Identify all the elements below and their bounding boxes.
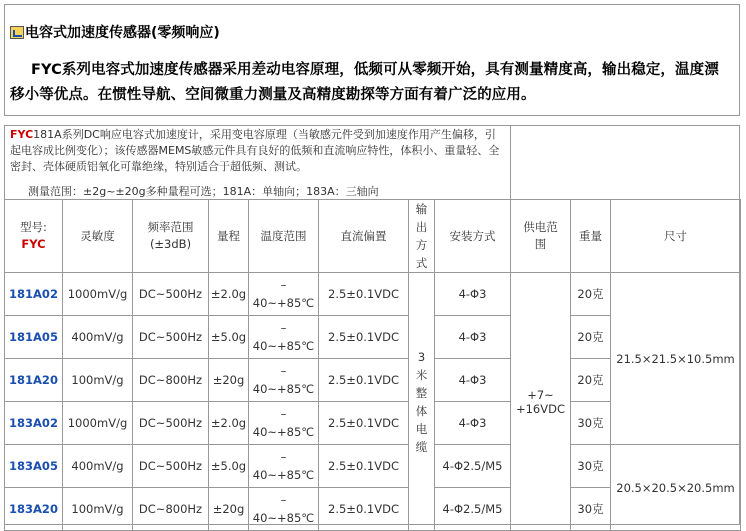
header-supply: 供电范围	[511, 200, 571, 273]
supply-line2: +16VDC	[515, 401, 566, 416]
range-cell: ±2.0g	[209, 273, 249, 316]
model-cell: 183A20	[5, 488, 63, 531]
temp-dash: –	[280, 450, 287, 464]
frequency-cell: DC~500Hz	[133, 273, 209, 316]
range-cell: ±5.0g	[209, 316, 249, 359]
header-output: 输出方式	[409, 200, 435, 273]
frequency-cell: DC~500Hz	[133, 445, 209, 488]
temp-range: 40~+85℃	[252, 382, 315, 396]
weight-cell: 30克	[571, 402, 611, 445]
description-text: 181A系列DC响应电容式加速度计，采用变电容原理（当敏感元件受到加速度作用产生偏移，引起电容成比例变化）；该传感器MEMS敏感元件具有良好的低频和直流响应特性，体积小、重量轻、全密封、壳体硬质铝氧化可靠绝缘，特别适合于超低频、测试。	[10, 128, 500, 173]
header-frequency	[133, 200, 209, 273]
sensitivity-cell: 1000mV/g	[63, 273, 133, 316]
weight-cell: 20克	[571, 359, 611, 402]
header-mounting: 安装方式	[435, 200, 511, 273]
sensitivity-cell: 400mV/g	[63, 445, 133, 488]
range-cell: ±20g	[209, 359, 249, 402]
mounting-cell: 4-Φ3	[435, 359, 511, 402]
page-title	[10, 22, 220, 42]
temp-dash: –	[280, 407, 287, 421]
temperature-cell	[249, 488, 319, 531]
model-cell: 181A02	[5, 273, 63, 316]
header-model-line2: FYC	[21, 237, 46, 251]
model-cell: 183A05	[5, 445, 63, 488]
table-header-row	[5, 200, 741, 273]
range-cell: ±5.0g	[209, 445, 249, 488]
temp-dash: –	[280, 321, 287, 335]
header-freq-line2: (±3dB)	[149, 237, 192, 251]
temp-range: 40~+85℃	[252, 425, 315, 439]
dc-bias-cell: 2.5±0.1VDC	[319, 359, 409, 402]
header-model	[5, 200, 63, 273]
size-cell-181: 21.5×21.5×10.5mm	[611, 273, 741, 445]
header-temperature: 温度范围	[249, 200, 319, 273]
model-cell: 181A20	[5, 359, 63, 402]
frequency-cell: DC~800Hz	[133, 488, 209, 531]
dc-bias-cell: 2.5±0.1VDC	[319, 488, 409, 531]
brand-label: FYC	[10, 128, 34, 141]
temp-dash: –	[280, 364, 287, 378]
dc-bias-cell: 2.5±0.1VDC	[319, 273, 409, 316]
temperature-cell	[249, 316, 319, 359]
temperature-cell	[249, 359, 319, 402]
dc-bias-cell: 2.5±0.1VDC	[319, 445, 409, 488]
dc-bias-cell: 2.5±0.1VDC	[319, 316, 409, 359]
temp-dash: –	[280, 278, 287, 292]
header-range: 量程	[209, 200, 249, 273]
size-cell-183: 20.5×20.5×20.5mm	[611, 445, 741, 531]
measurement-range: 测量范围：±2g~±20g多种量程可选；181A：单轴向；183A：三轴向	[28, 185, 379, 198]
header-size: 尺寸	[611, 200, 741, 273]
header-sensitivity: 灵敏度	[63, 200, 133, 273]
weight-cell: 30克	[571, 445, 611, 488]
sensitivity-cell: 1000mV/g	[63, 402, 133, 445]
header-dc-bias: 直流偏置	[319, 200, 409, 273]
table-row	[5, 445, 741, 488]
mounting-cell: 4-Φ3	[435, 316, 511, 359]
temp-range: 40~+85℃	[252, 468, 315, 482]
header-weight: 重量	[571, 200, 611, 273]
temperature-cell	[249, 273, 319, 316]
range-cell: ±2.0g	[209, 402, 249, 445]
supply-cell	[511, 273, 571, 531]
frequency-cell: DC~500Hz	[133, 316, 209, 359]
table-row	[5, 273, 741, 316]
temperature-cell	[249, 402, 319, 445]
page-title-text: 电容式加速度传感器(零频响应)	[25, 25, 220, 41]
sensitivity-cell: 100mV/g	[63, 488, 133, 531]
description-divider	[510, 125, 511, 199]
frequency-cell: DC~800Hz	[133, 359, 209, 402]
document-icon	[10, 26, 24, 39]
temp-dash: –	[280, 493, 287, 507]
intro-paragraph: FYC系列电容式加速度传感器采用差动电容原理，低频可从零频开始，具有测量精度高，输出稳定，温度漂移小等优点。在惯性导航、空间微重力测量及高精度勘探等方面有着广泛的应用。	[10, 62, 719, 103]
mounting-cell: 4-Φ2.5/M5	[435, 445, 511, 488]
mounting-cell: 4-Φ3	[435, 273, 511, 316]
sensitivity-cell: 100mV/g	[63, 359, 133, 402]
frequency-cell: DC~500Hz	[133, 402, 209, 445]
header-freq-line1: 频率范围	[147, 220, 194, 234]
header-model-line1: 型号:	[20, 220, 47, 234]
model-cell: 183A02	[5, 402, 63, 445]
temp-range: 40~+85℃	[252, 296, 315, 310]
product-description	[4, 125, 510, 175]
output-cell: 3米整体电缆	[409, 273, 435, 531]
spec-table	[4, 199, 741, 531]
model-cell: 181A05	[5, 316, 63, 359]
range-cell: ±20g	[209, 488, 249, 531]
weight-cell: 20克	[571, 273, 611, 316]
supply-line1: +7~	[527, 387, 554, 402]
dc-bias-cell: 2.5±0.1VDC	[319, 402, 409, 445]
temperature-cell	[249, 445, 319, 488]
weight-cell: 30克	[571, 488, 611, 531]
mounting-cell: 4-Φ2.5/M5	[435, 488, 511, 531]
mounting-cell: 4-Φ3	[435, 402, 511, 445]
temp-range: 40~+85℃	[252, 339, 315, 353]
weight-cell: 20克	[571, 316, 611, 359]
sensitivity-cell: 400mV/g	[63, 316, 133, 359]
temp-range: 40~+85℃	[252, 511, 315, 525]
